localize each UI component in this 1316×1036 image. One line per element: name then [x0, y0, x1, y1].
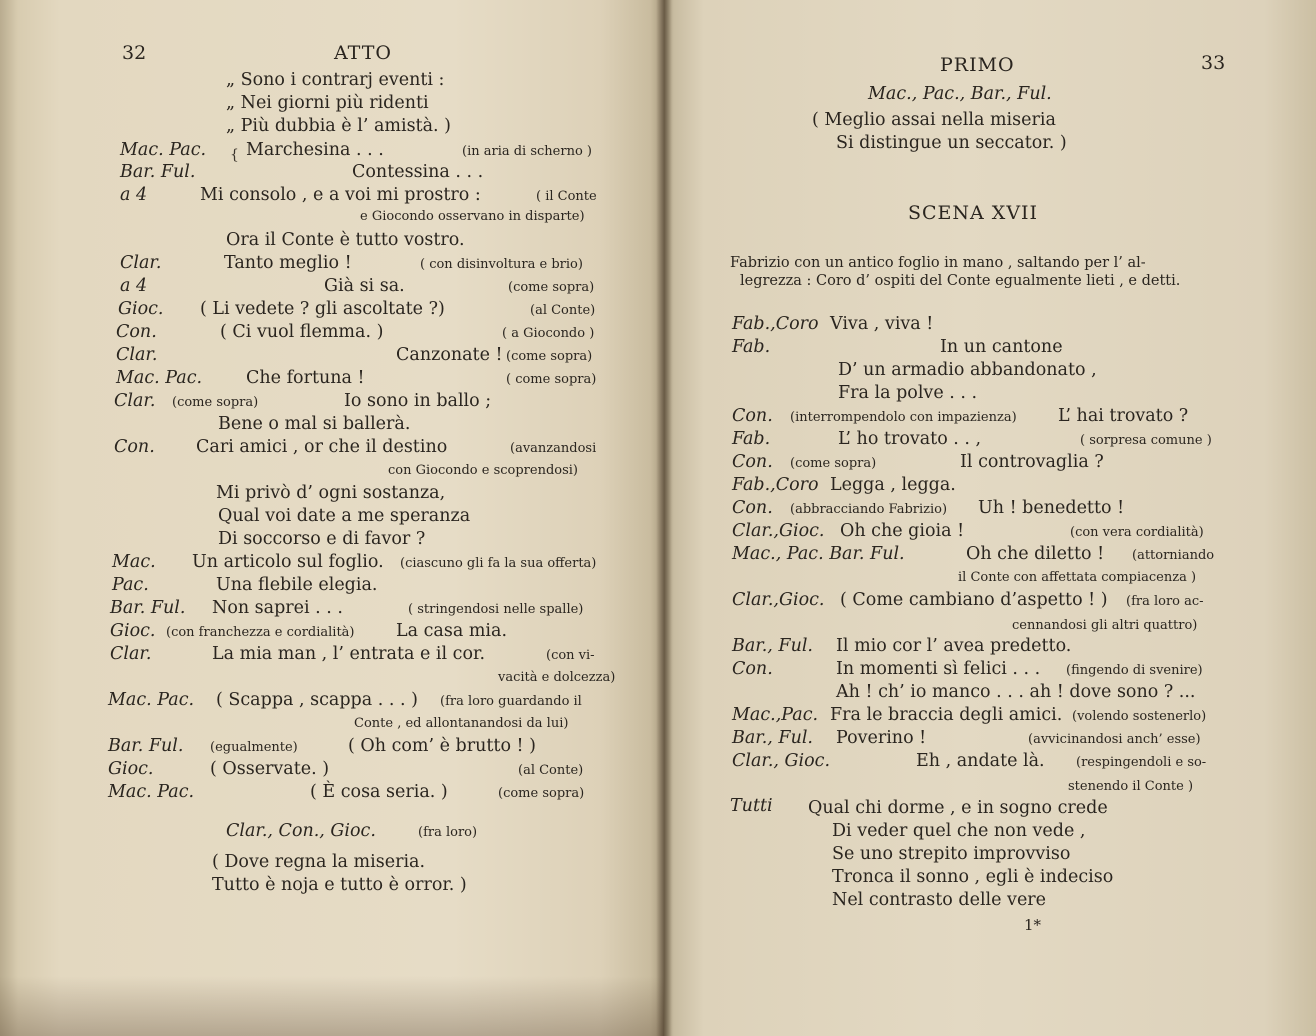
- left-text-line: „ Più dubbia è l’ amistà. ): [226, 116, 451, 136]
- right-text-line: Mac.,Pac.: [732, 705, 819, 725]
- left-text-line: Clar.: [110, 644, 152, 664]
- left-text-line: Che fortuna !: [246, 368, 365, 388]
- right-text-line: Mac., Pac. Bar. Ful.: [732, 544, 905, 564]
- right-text-line: (fingendo di svenire): [1066, 663, 1203, 678]
- right-text-line: Clar.,Gioc.: [732, 590, 825, 610]
- right-text-line: Di veder quel che non vede ,: [832, 821, 1086, 841]
- right-page: [664, 0, 1316, 1036]
- left-text-line: Mac. Pac.: [108, 690, 195, 710]
- right-text-line: Con.: [732, 659, 773, 679]
- page-corner-shadow: [0, 976, 664, 1036]
- left-text-line: (ciascuno gli fa la sua offerta): [400, 556, 597, 571]
- left-text-line: Con.: [114, 437, 155, 457]
- right-text-line: (abbracciando Fabrizio): [790, 502, 948, 517]
- right-text-line: Clar., Gioc.: [732, 751, 831, 771]
- left-text-line: Mi consolo , e a voi mi prostro :: [200, 185, 481, 205]
- left-text-line: Marchesina . . .: [246, 140, 384, 160]
- right-text-line: L’ ho trovato . . ,: [838, 429, 982, 449]
- left-text-line: La casa mia.: [396, 621, 508, 641]
- right-text-line: Il controvaglia ?: [960, 452, 1104, 472]
- left-text-line: Di soccorso e di favor ?: [218, 529, 426, 549]
- left-text-line: (fra loro): [418, 825, 478, 840]
- right-text-line: (volendo sostenerlo): [1072, 709, 1207, 724]
- left-text-line: Un articolo sul foglio.: [192, 552, 384, 572]
- book-gutter: [656, 0, 672, 1036]
- left-text-line: Clar.: [116, 345, 158, 365]
- right-text-line: Bar., Ful.: [732, 636, 813, 656]
- right-text-line: ( Meglio assai nella miseria: [812, 110, 1056, 130]
- right-text-line: Clar.,Gioc.: [732, 521, 825, 541]
- right-text-line: Qual chi dorme , e in sogno crede: [808, 798, 1108, 818]
- right-text-line: ( Come cambiano d’aspetto ! ): [840, 590, 1108, 610]
- left-text-line: „ Sono i contrarj eventi :: [226, 70, 445, 90]
- left-text-line: ( con disinvoltura e brio): [420, 257, 583, 272]
- right-text-line: L’ hai trovato ?: [1058, 406, 1189, 426]
- right-text-line: Con.: [732, 452, 773, 472]
- left-text-line: (con vi-: [546, 648, 595, 663]
- left-text-line: Tutto è noja e tutto è orror. ): [212, 875, 467, 895]
- left-text-line: Bar. Ful.: [120, 162, 196, 182]
- right-text-line: Nel contrasto delle vere: [832, 890, 1047, 910]
- right-text-line: Viva , viva !: [830, 314, 934, 334]
- right-text-line: (fra loro ac-: [1126, 594, 1204, 609]
- page-number-right: 33: [1201, 52, 1226, 74]
- right-text-line: Se uno strepito improvviso: [832, 844, 1071, 864]
- right-text-line: stenendo il Conte ): [1068, 779, 1194, 794]
- left-text-line: (egualmente): [210, 740, 298, 755]
- left-text-line: ( come sopra): [506, 372, 597, 387]
- left-text-line: Già si sa.: [324, 276, 405, 296]
- left-text-line: ( Osservate. ): [210, 759, 330, 779]
- right-text-line: Fab.: [732, 429, 771, 449]
- left-text-line: ( Ci vuol flemma. ): [220, 322, 384, 342]
- left-text-line: Gioc.: [110, 621, 156, 641]
- left-text-line: a 4: [120, 185, 148, 205]
- left-text-line: Contessina . . .: [352, 162, 484, 182]
- left-text-line: a 4: [120, 276, 148, 296]
- left-text-line: (al Conte): [530, 303, 596, 318]
- right-text-line: Fab.,Coro: [732, 475, 819, 495]
- right-text-line: (interrompendolo con impazienza): [790, 410, 1017, 425]
- right-text-line: In un cantone: [940, 337, 1063, 357]
- scene-description-line-1: Fabrizio con un antico foglio in mano , saltando per l’ al-: [730, 255, 1146, 271]
- left-text-line: La mia man , l’ entrata e il cor.: [212, 644, 486, 664]
- left-text-line: (in aria di scherno ): [462, 144, 592, 159]
- page-number-left: 32: [122, 42, 147, 64]
- right-text-line: Il mio cor l’ avea predetto.: [836, 636, 1072, 656]
- left-text-line: Mac. Pac.: [120, 140, 207, 160]
- right-text-line: Tronca il sonno , egli è indeciso: [832, 867, 1114, 887]
- right-text-line: Mac., Pac., Bar., Ful.: [868, 84, 1052, 104]
- right-text-line: Uh ! benedetto !: [978, 498, 1125, 518]
- left-text-line: Non saprei . . .: [212, 598, 343, 618]
- left-text-line: Pac.: [112, 575, 149, 595]
- right-text-line: Si distingue un seccator. ): [836, 133, 1067, 153]
- left-text-line: Mac. Pac.: [108, 782, 195, 802]
- left-text-line: Bar. Ful.: [108, 736, 184, 756]
- right-text-line: D’ un armadio abbandonato ,: [838, 360, 1097, 380]
- left-text-line: Conte , ed allontanandosi da lui): [354, 716, 569, 731]
- right-text-line: Fab.: [732, 337, 771, 357]
- left-text-line: Tanto meglio !: [224, 253, 352, 273]
- right-text-line: Oh che diletto !: [966, 544, 1105, 564]
- right-text-line: (attorniando: [1132, 548, 1215, 563]
- left-text-line: Una flebile elegia.: [216, 575, 378, 595]
- right-text-line: Fra le braccia degli amici.: [830, 705, 1063, 725]
- left-text-line: Bene o mal si ballerà.: [218, 414, 411, 434]
- left-text-line: (come sopra): [506, 349, 593, 364]
- left-text-line: ( Oh com’ è brutto ! ): [348, 736, 536, 756]
- left-text-line: Clar.: [114, 391, 156, 411]
- left-text-line: con Giocondo e scoprendosi): [388, 463, 578, 478]
- right-text-line: il Conte con affettata compiacenza ): [958, 570, 1197, 585]
- right-text-line: Tutti: [730, 796, 773, 816]
- left-text-line: Canzonate !: [396, 345, 503, 365]
- right-text-line: Legga , legga.: [830, 475, 956, 495]
- left-text-line: ( Scappa , scappa . . . ): [216, 690, 418, 710]
- left-text-line: Mi privò d’ ogni sostanza,: [216, 483, 446, 503]
- right-text-line: (avvicinandosi anch’ esse): [1028, 732, 1201, 747]
- right-text-line: ( sorpresa comune ): [1080, 433, 1212, 448]
- left-text-line: Clar.: [120, 253, 162, 273]
- left-text-line: „ Nei giorni più ridenti: [226, 93, 429, 113]
- left-text-line: vacità e dolcezza): [498, 670, 616, 685]
- running-head-right: PRIMO: [940, 54, 1015, 76]
- right-text-line: Poverino !: [836, 728, 927, 748]
- right-text-line: Ah ! ch’ io manco . . . ah ! dove sono ? ...: [836, 682, 1196, 702]
- left-text-line: (come sopra): [172, 395, 259, 410]
- right-text-line: Fra la polve . . .: [838, 383, 978, 403]
- speaker-brace: {: [230, 147, 239, 163]
- right-text-line: In momenti sì felici . . .: [836, 659, 1041, 679]
- left-text-line: ( il Conte: [536, 189, 597, 204]
- right-text-line: cennandosi gli altri quattro): [1012, 618, 1198, 633]
- right-text-line: (come sopra): [790, 456, 877, 471]
- left-text-line: Bar. Ful.: [110, 598, 186, 618]
- running-head-left: ATTO: [334, 42, 392, 64]
- left-text-line: Ora il Conte è tutto vostro.: [226, 230, 465, 250]
- left-text-line: Clar., Con., Gioc.: [226, 821, 376, 841]
- left-text-line: (come sopra): [498, 786, 585, 801]
- left-text-line: Io sono in ballo ;: [344, 391, 492, 411]
- left-text-line: (al Conte): [518, 763, 584, 778]
- left-text-line: e Giocondo osservano in disparte): [360, 209, 585, 224]
- left-text-line: Mac.: [112, 552, 156, 572]
- scene-title: SCENA XVII: [908, 202, 1039, 224]
- right-text-line: (con vera cordialità): [1070, 525, 1204, 540]
- left-text-line: Mac. Pac.: [116, 368, 203, 388]
- left-text-line: Gioc.: [118, 299, 164, 319]
- right-text-line: Con.: [732, 498, 773, 518]
- left-text-line: ( Dove regna la miseria.: [212, 852, 426, 872]
- right-text-line: Eh , andate là.: [916, 751, 1045, 771]
- left-text-line: ( È cosa seria. ): [310, 782, 448, 802]
- left-text-line: Qual voi date a me speranza: [218, 506, 471, 526]
- left-text-line: (fra loro guardando il: [440, 694, 582, 709]
- right-text-line: Oh che gioia !: [840, 521, 965, 541]
- left-text-line: ( Li vedete ? gli ascoltate ?): [200, 299, 445, 319]
- right-text-line: Fab.,Coro: [732, 314, 819, 334]
- left-text-line: ( stringendosi nelle spalle): [408, 602, 584, 617]
- left-text-line: (come sopra): [508, 280, 595, 295]
- left-text-line: Gioc.: [108, 759, 154, 779]
- right-text-line: Bar., Ful.: [732, 728, 813, 748]
- left-text-line: Cari amici , or che il destino: [196, 437, 448, 457]
- left-text-line: (avanzandosi: [510, 441, 597, 456]
- right-text-line: (respingendoli e so-: [1076, 755, 1207, 770]
- left-text-line: Con.: [116, 322, 157, 342]
- scene-description-line-2: legrezza : Coro d’ ospiti del Conte egualmente lieti , e detti.: [740, 273, 1181, 289]
- right-text-line: Con.: [732, 406, 773, 426]
- left-text-line: ( a Giocondo ): [502, 326, 595, 341]
- signature-mark: 1*: [1024, 916, 1042, 934]
- left-text-line: (con franchezza e cordialità): [166, 625, 355, 640]
